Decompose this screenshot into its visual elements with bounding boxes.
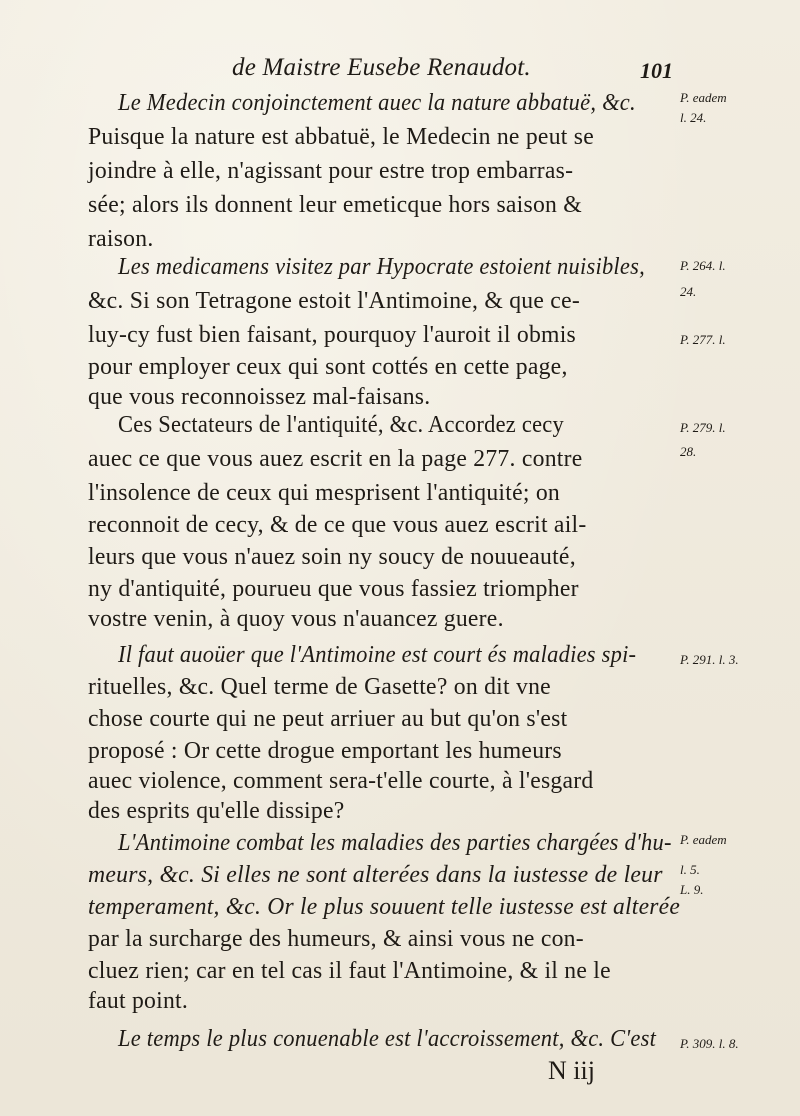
margin-note: P. 279. l. [680,420,726,435]
running-head: de Maistre Eusebe Renaudot. [232,54,531,81]
margin-note: P. 309. l. 8. [680,1036,739,1051]
text-line: l'insolence de ceux qui mesprisent l'antiquité; on [88,480,560,506]
margin-note: P. eadem [680,832,727,847]
text-line: Le Medecin conjoinctement auec la nature abbatuë, &c. [118,90,636,116]
text-line: rituelles, &c. Quel terme de Gasette? on dit vne [88,674,551,700]
margin-note: P. 277. l. [680,332,726,347]
text-line: reconnoit de cecy, & de ce que vous auez escrit ail- [88,512,587,538]
text-line: Le temps le plus conuenable est l'accroissement, &c. C'est [118,1026,657,1052]
margin-note: L. 9. [680,882,704,897]
page-number: 101 [640,58,673,83]
margin-note: 24. [680,284,697,299]
margin-note: P. eadem [680,90,727,105]
text-line: &c. Si son Tetragone estoit l'Antimoine, & que ce- [88,288,580,314]
margin-note: 28. [680,444,697,459]
signature-mark: N iij [548,1056,595,1085]
text-line: faut point. [88,988,189,1014]
text-line: leurs que vous n'auez soin ny soucy de nouueauté, [88,544,576,570]
text-line: cluez rien; car en tel cas il faut l'Antimoine, & il ne le [88,958,611,984]
text-line: auec violence, comment sera-t'elle courte, à l'esgard [88,768,594,794]
text-line: meurs, &c. Si elles ne sont alterées dans la iustesse de leur [88,862,663,888]
text-line: des esprits qu'elle dissipe? [88,798,345,824]
margin-note: l. 24. [680,110,707,125]
text-line: sée; alors ils donnent leur emeticque hors saison & [88,192,582,218]
text-line: raison. [88,226,154,252]
text-line: luy-cy fust bien faisant, pourquoy l'auroit il obmis [88,322,576,348]
text-line: Puisque la nature est abbatuë, le Medecin ne peut se [88,124,594,150]
text-line: pour employer ceux qui sont cottés en cette page, [88,354,568,380]
text-line: Ces Sectateurs de l'antiquité, &c. Accordez cecy [118,412,564,438]
text-line: L'Antimoine combat les maladies des parties chargées d'hu- [118,830,672,856]
text-line: ny d'antiquité, pourueu que vous fassiez triompher [88,576,579,602]
text-line: vostre venin, à quoy vous n'auancez guere. [88,606,504,632]
text-line: joindre à elle, n'agissant pour estre trop embarras- [88,158,574,184]
text-line: que vous reconnoissez mal-faisans. [88,384,431,410]
text-line: Il faut auoüer que l'Antimoine est court és maladies spi- [118,642,637,668]
text-line: proposé : Or cette drogue emportant les humeurs [88,738,562,764]
text-line: Les medicamens visitez par Hypocrate estoient nuisibles, [118,254,645,280]
text-line: chose courte qui ne peut arriuer au but qu'on s'est [88,706,568,732]
margin-note: P. 291. l. 3. [680,652,739,667]
text-line: auec ce que vous auez escrit en la page 277. contre [88,446,583,472]
margin-note: l. 5. [680,862,700,877]
text-line: par la surcharge des humeurs, & ainsi vous ne con- [88,926,584,952]
margin-note: P. 264. l. [680,258,726,273]
text-line: temperament, &c. Or le plus souuent telle iustesse est alterée [88,894,681,920]
